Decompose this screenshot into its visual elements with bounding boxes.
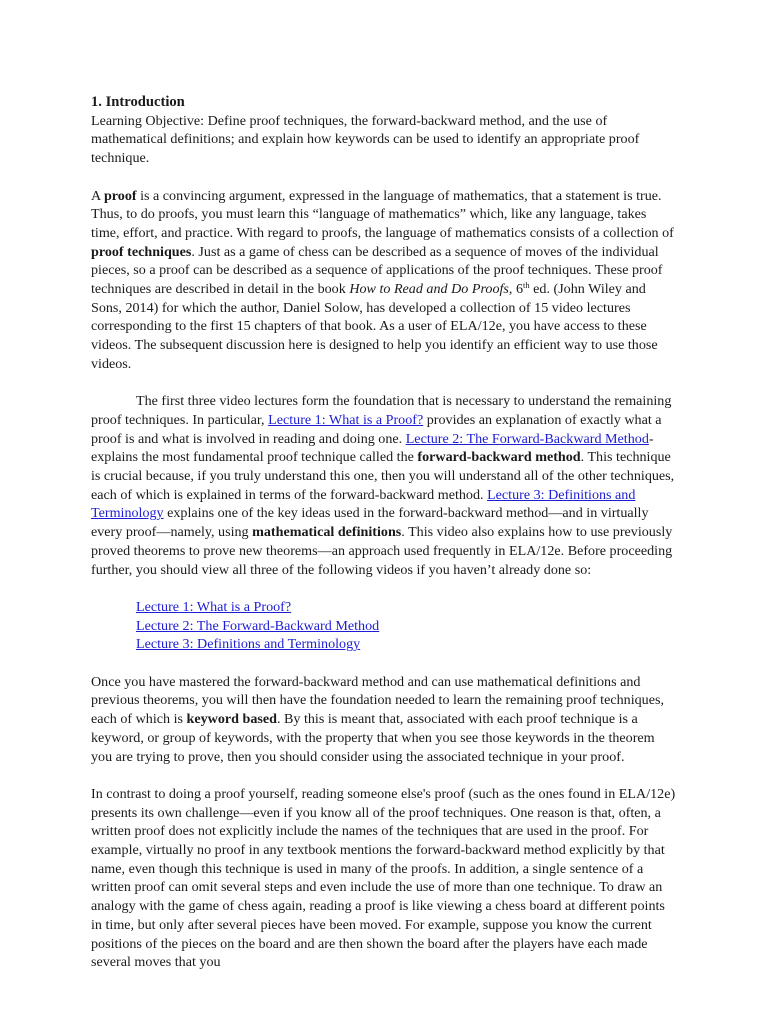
list-link-lecture-2[interactable]: Lecture 2: The Forward-Backward Method <box>136 617 380 634</box>
list-item <box>136 598 678 617</box>
text-run: , 6 <box>508 281 523 298</box>
text-run: A <box>91 187 104 204</box>
paragraph-spacer <box>91 654 678 673</box>
list-link-lecture-1[interactable]: Lecture 1: What is a Proof? <box>136 598 292 615</box>
paragraph-spacer <box>91 579 678 598</box>
text-run: provides an explanation of exactly what a proof is and what is involved in reading and doing one. <box>91 411 662 447</box>
link-lecture-1[interactable]: Lecture 1: What is a Proof? <box>268 411 424 428</box>
text-run: . This video also explains how to use previously proved theorems to prove new theorems—an approach used frequently in ELA/12e. Before proceeding further, you should view all three of the following videos if you haven’t already done so: <box>91 524 673 578</box>
text-run: ed. (John Wiley and Sons, 2014) for which the author, Daniel Solow, has developed a collection of 15 video lectures corresponding to the first 15 chapters of that book. As a user of ELA/12e, you have access to these videos. The subsequent discussion here is designed to help you identify an efficient way to use those videos. <box>91 281 658 372</box>
text-run: . By this is meant that, associated with each proof technique is a keyword, or group of keywords, with the property that when you see those keywords in the theorem you are trying to prove, then you should consider using the associated technique in your proof. <box>91 711 655 765</box>
lecture-link-list <box>91 598 678 654</box>
paragraph-proof-definition <box>91 187 678 374</box>
paragraph-spacer <box>91 374 678 393</box>
text-run: - explains the most fundamental proof technique called the <box>91 430 654 466</box>
link-lecture-3[interactable]: Lecture 3: Definitions and Terminology <box>91 486 636 522</box>
paragraph-spacer <box>91 766 678 785</box>
paragraph-spacer <box>91 168 678 187</box>
bold-term-proof-techniques: proof techniques <box>91 243 192 260</box>
section-heading: 1. Introduction <box>91 94 185 110</box>
book-title: How to Read and Do Proofs <box>349 281 509 298</box>
paragraph-keyword-based <box>91 673 678 767</box>
list-item <box>136 635 678 654</box>
learning-objective: Learning Objective: Define proof techniques, the forward-backward method, and the use of mathematical definitions; and explain how keywords can be used to identify an appropriate proof technique. <box>91 112 640 167</box>
edition-superscript: th <box>523 280 530 291</box>
link-lecture-2[interactable]: Lecture 2: The Forward-Backward Method <box>405 430 649 447</box>
text-run: explains one of the key ideas used in the forward-backward method—and in virtually every proof—namely, using <box>91 505 649 541</box>
text-run: The first three video lectures form the foundation that is necessary to understand the remaining proof techniques. In particular, <box>91 393 672 428</box>
text-run: is a convincing argument, expressed in the language of mathematics, that a statement is true. Thus, to do proofs, you must learn this “language of mathematics” which, like any language, takes time, effort, and practice. With regard to proofs, the language of mathematics consists of a collection of <box>91 187 674 241</box>
text-run: Once you have mastered the forward-backward method and can use mathematical definitions and previous theorems, you will then have the foundation needed to learn the remaining proof techniques, each of which is <box>91 673 664 728</box>
paragraph-video-lectures <box>91 392 678 579</box>
text-run: . Just as a game of chess can be described as a sequence of moves of the individual pieces, so a proof can be described as a sequence of applications of the proof techniques. These proof techniques are described in detail in the book <box>91 243 663 298</box>
list-item <box>136 617 678 636</box>
bold-term-definitions: mathematical definitions <box>252 524 402 541</box>
text-run: . This technique is crucial because, if you truly understand this one, then you will understand all of the other techniques, each of which is explained in terms of the forward-backward method. <box>91 449 675 503</box>
bold-term-proof: proof <box>103 187 137 204</box>
bold-term-forward-backward: forward-backward method <box>417 449 581 466</box>
list-link-lecture-3[interactable]: Lecture 3: Definitions and Terminology <box>136 636 361 653</box>
bold-term-keyword-based: keyword based <box>186 711 277 728</box>
paragraph-reading-proofs: In contrast to doing a proof yourself, reading someone else's proof (such as the ones found in ELA/12e) presents its own challenge—even if you know all of the proof techniques. One reason is that, often, a written proof does not explicitly include the names of the techniques that are used in the proof. For example, virtually no proof in any textbook mentions the forward-backward method explicitly by that name, even though this technique is used in many of the proofs. In addition, a single sentence of a written proof can omit several steps and even include the use of more than one technique. To draw an analogy with the game of chess again, reading a proof is like viewing a chess board at different points in time, but only after several pieces have been moved. For example, suppose you know the current positions of the pieces on the board and are then shown the board after the players have each made several moves that you <box>91 785 676 971</box>
